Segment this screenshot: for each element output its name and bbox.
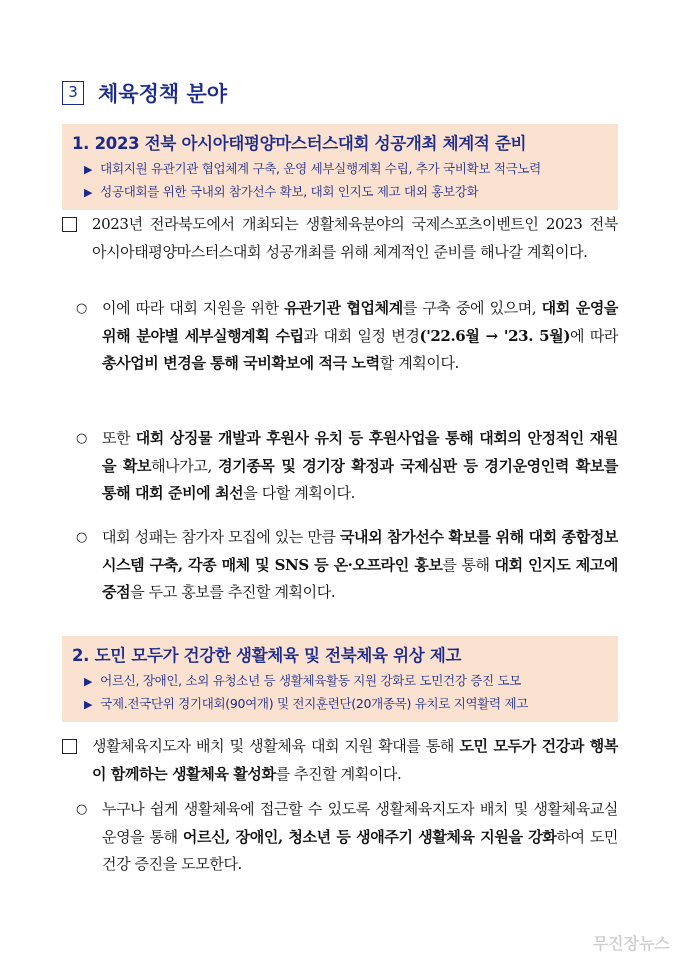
circle-bullet-icon: ○ [76, 301, 87, 316]
circle-bullet-icon: ○ [76, 431, 87, 446]
paragraph-circle-2: ○ 또한 대회 상징물 개발과 후원사 유치 등 후원사업을 통해 대회의 안정적인 재원을 확보해나가고, 경기종목 및 경기장 확정과 국제심판 등 경기운영인력 확보를 통해 대회 준비에 최선을 다할 계획이다. [62, 425, 618, 508]
paragraph-square-2: 생활체육지도자 배치 및 생활체육 대회 지원 확대를 통해 도민 모두가 건강과 행복이 함께하는 생활체육 활성화를 추진할 계획이다. [62, 733, 618, 788]
box-1-item: ▶ 대회지원 유관기관 협업체계 구축, 운영 세부실행계획 수립, 추가 국비확보 적극노력 [72, 158, 608, 181]
box-1-title: 1. 2023 전북 아시아태평양마스터스대회 성공개최 체계적 준비 [72, 134, 527, 153]
section-title [62, 78, 227, 108]
triangle-bullet-icon: ▶ [84, 698, 93, 711]
section-title-text: 체육정책 분야 [98, 82, 228, 106]
paragraph-circle-3: ○ 대회 성패는 참가자 모집에 있는 만큼 국내외 참가선수 확보를 위해 대회 종합정보시스템 구축, 각종 매체 및 SNS 등 온·오프라인 홍보를 통해 대회 인지도 제고에 중점을 두고 홍보를 추진할 계획이다. [62, 524, 618, 607]
box-2-title: 2. 도민 모두가 건강한 생활체육 및 전북체육 위상 제고 [72, 646, 462, 665]
square-bullet-icon [62, 211, 77, 242]
circle-bullet-icon: ○ [76, 530, 87, 545]
circle-bullet-icon: ○ [76, 802, 87, 817]
triangle-bullet-icon: ▶ [84, 675, 93, 688]
box-2-item: ▶ 어르신, 장애인, 소외 유청소년 등 생활체육활동 지원 강화로 도민건강 증진 도모 [72, 670, 608, 693]
watermark: 무진장뉴스 [592, 934, 670, 953]
paragraph-circle-1: ○ 이에 따라 대회 지원을 위한 유관기관 협업체계를 구축 중에 있으며, 대회 운영을 위해 분야별 세부실행계획 수립과 대회 일정 변경('22.6월 → '23. 5월)에 따라 총사업비 변경을 통해 국비확보에 적극 노력할 계획이다. [62, 295, 618, 378]
section-number: 3 [62, 81, 84, 105]
triangle-bullet-icon: ▶ [84, 186, 93, 199]
paragraph-circle-4: ○ 누구나 쉽게 생활체육에 접근할 수 있도록 생활체육지도자 배치 및 생활체육교실 운영을 통해 어르신, 장애인, 청소년 등 생애주기 생활체육 지원을 강화하여 도민건강 증진을 도모한다. [62, 796, 618, 879]
summary-box-1 [62, 124, 618, 210]
square-bullet-icon [62, 733, 77, 764]
box-2-item: ▶ 국제.전국단위 경기대회(90여개) 및 전지훈련단(20개종목) 유치로 지역활력 제고 [72, 693, 608, 716]
box-1-item: ▶ 성공대회를 위한 국내외 참가선수 확보, 대회 인지도 제고 대외 홍보강화 [72, 181, 608, 204]
paragraph-square-1: 2023년 전라북도에서 개최되는 생활체육분야의 국제스포츠이벤트인 2023 전북 아시아태평양마스터스대회 성공개최를 위해 체계적인 준비를 해나갈 계획이다. [62, 211, 618, 266]
triangle-bullet-icon: ▶ [84, 163, 93, 176]
summary-box-2 [62, 636, 618, 722]
